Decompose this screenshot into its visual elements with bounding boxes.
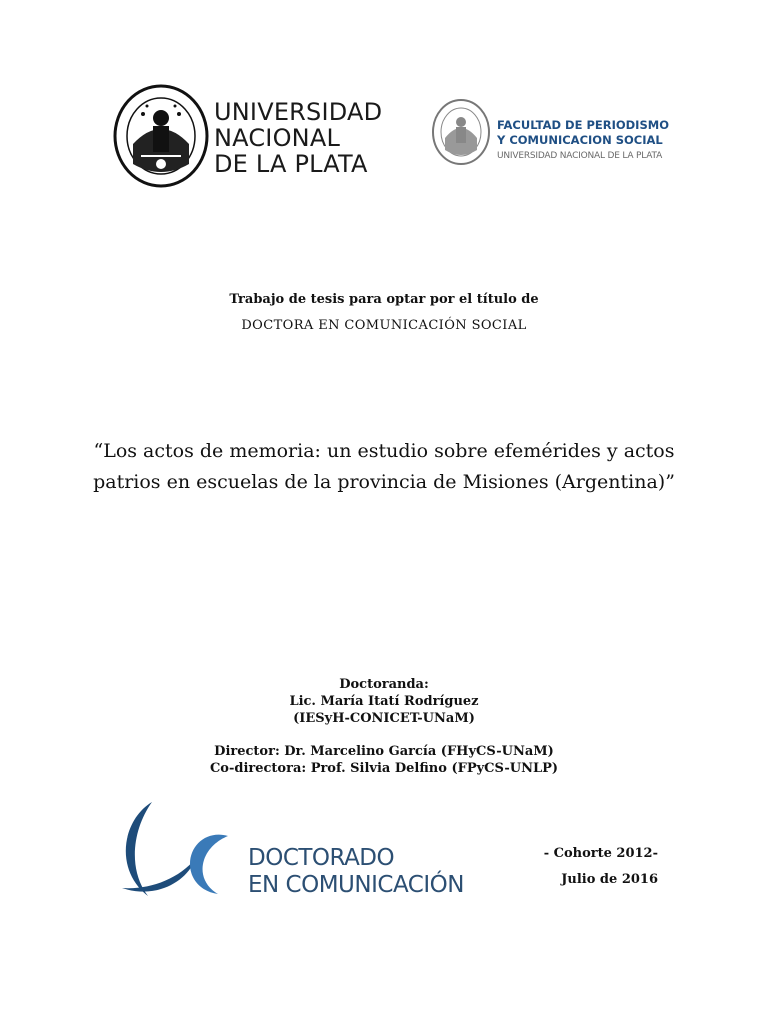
faculty-seal-icon	[431, 98, 491, 166]
thesis-title-line1: “Los actos de memoria: un estudio sobre efemérides y actos	[93, 440, 675, 462]
doctorado-line2: EN COMUNICACIÓN	[248, 872, 464, 898]
doctoranda-name: Lic. María Itatí Rodríguez	[289, 694, 479, 709]
doctoranda-affiliation: (IESyH-CONICET-UNaM)	[293, 711, 475, 726]
doctorado-line1: DOCTORADO	[248, 845, 395, 871]
thesis-title-line2: patrios en escuelas de la provincia de Misiones (Argentina)”	[93, 471, 675, 493]
codirector: Co-directora: Prof. Silvia Delfino (FPyCS-UNLP)	[209, 761, 559, 776]
doctorado-name	[248, 845, 464, 899]
doctorado-crescent-icon	[118, 800, 238, 900]
faculty-name	[497, 118, 669, 163]
university-seal-icon	[113, 84, 209, 188]
date: Julio de 2016	[561, 872, 658, 887]
cohort: - Cohorte 2012-	[543, 846, 658, 861]
university-name	[214, 99, 382, 177]
thesis-title	[0, 436, 768, 498]
faculty-name-line2: Y COMUNICACION SOCIAL	[497, 133, 663, 147]
university-name-line: DE LA PLATA	[214, 150, 368, 178]
university-name-line: NACIONAL	[214, 124, 341, 152]
thesis-purpose: Trabajo de tesis para optar por el título de	[229, 292, 539, 307]
faculty-name-line1: FACULTAD DE PERIODISMO	[497, 118, 669, 132]
doctoranda-label: Doctoranda:	[339, 677, 429, 692]
director: Director: Dr. Marcelino García (FHyCS-UNaM)	[214, 744, 554, 759]
thesis-degree: DOCTORA EN COMUNICACIÓN SOCIAL	[241, 318, 527, 333]
faculty-university: UNIVERSIDAD NACIONAL DE LA PLATA	[497, 151, 663, 161]
university-name-line: UNIVERSIDAD	[214, 98, 383, 126]
